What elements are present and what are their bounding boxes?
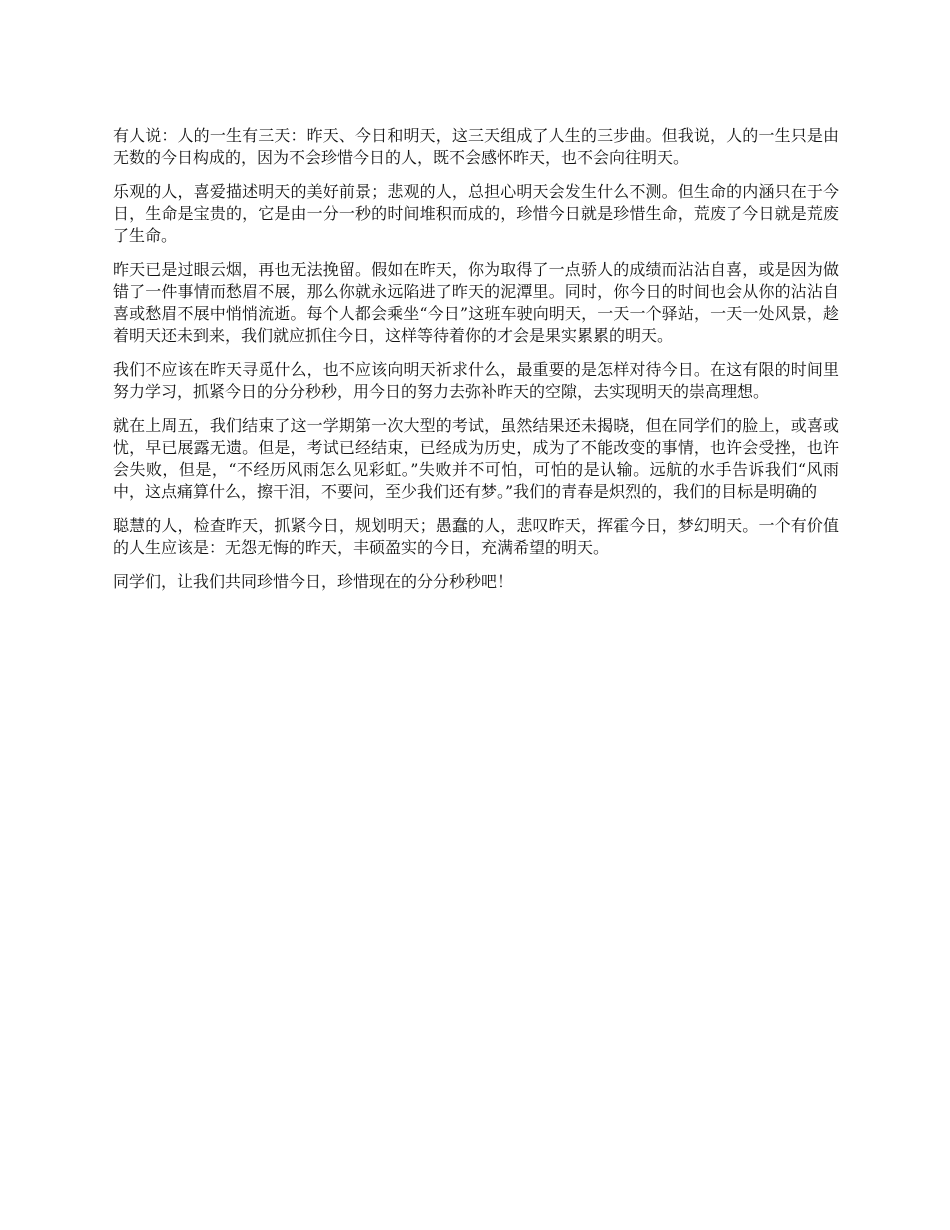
paragraph-4: 我们不应该在昨天寻觅什么，也不应该向明天祈求什么，最重要的是怎样对待今日。在这有限的时间里努力学习，抓紧今日的分分秒秒，用今日的努力去弥补昨天的空隙，去实现明天的崇高理想。: [113, 360, 839, 401]
paragraph-7: 同学们，让我们共同珍惜今日，珍惜现在的分分秒秒吧！: [113, 572, 514, 591]
paragraph-2: 乐观的人，喜爱描述明天的美好前景；悲观的人，总担心明天会发生什么不测。但生命的内涵只在于今日，生命是宝贵的，它是由一分一秒的时间堆积而成的，珍惜今日就是珍惜生命，荒废了今日就是荒废了生命。: [113, 182, 839, 245]
document-body: [113, 125, 839, 605]
paragraph-3: 昨天已是过眼云烟，再也无法挽留。假如在昨天，你为取得了一点骄人的成绩而沾沾自喜，或是因为做错了一件事情而愁眉不展，那么你就永远陷进了昨天的泥潭里。同时，你今日的时间也会从你的沾沾自喜或愁眉不展中悄悄流逝。每个人都会乘坐“今日”这班车驶向明天，一天一个驿站，一天一处风景，趁着明天还未到来，我们就应抓住今日，这样等待着你的才会是果实累累的明天。: [113, 260, 839, 345]
paragraph-1: 有人说：人的一生有三天：昨天、今日和明天，这三天组成了人生的三步曲。但我说，人的一生只是由无数的今日构成的，因为不会珍惜今日的人，既不会感怀昨天，也不会向往明天。: [113, 126, 839, 167]
paragraph-5: 就在上周五，我们结束了这一学期第一次大型的考试，虽然结果还未揭晓，但在同学们的脸上，或喜或忧，早已展露无遗。但是，考试已经结束，已经成为历史，成为了不能改变的事情，也许会受挫，也许会失败，但是，“不经历风雨怎么见彩虹。”失败并不可怕，可怕的是认输。远航的水手告诉我们“风雨中，这点痛算什么，擦干泪，不要问，至少我们还有梦。”我们的青春是炽烈的，我们的目标是明确的: [113, 416, 839, 501]
paragraph-6: 聪慧的人，检查昨天，抓紧今日，规划明天；愚蠢的人，悲叹昨天，挥霍今日，梦幻明天。一个有价值的人生应该是：无怨无悔的昨天，丰硕盈实的今日，充满希望的明天。: [113, 516, 839, 557]
